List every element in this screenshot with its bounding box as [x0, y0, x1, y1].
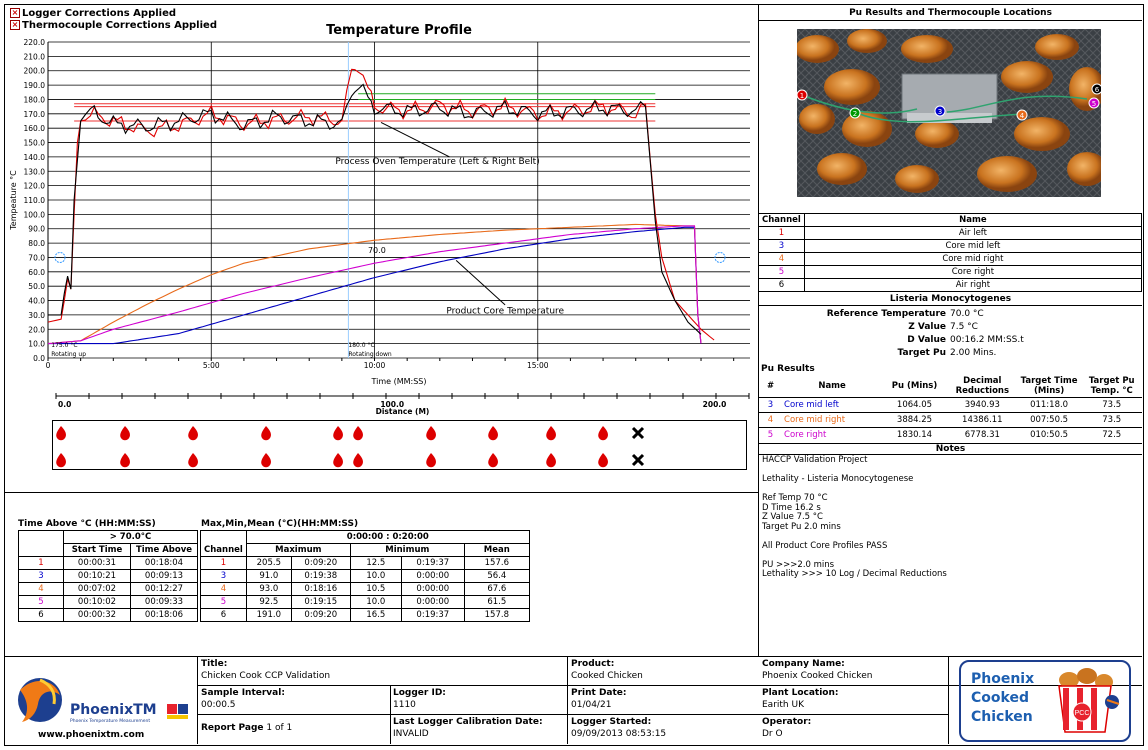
- divider: [758, 4, 759, 656]
- thermocouple-photo: [797, 29, 1101, 197]
- started-label: Logger Started:: [571, 717, 652, 727]
- start-time: 00:00:31: [64, 557, 131, 570]
- oven-annotation: Process Oven Temperature (Left & Right Belt): [335, 157, 540, 168]
- y-tick-label: 0.0: [33, 354, 45, 363]
- mmm-cell: 91.0: [246, 570, 291, 583]
- mmm-row: [201, 609, 530, 622]
- channel-number: 1: [201, 557, 247, 570]
- listeria-title: Listeria Monocytogenes: [889, 294, 1012, 304]
- listeria-row: [760, 322, 1140, 335]
- pu-title: Pu Results: [761, 364, 815, 374]
- y-tick-label: 190.0: [23, 81, 45, 91]
- rotate-down-value: 180.0 °C: [348, 342, 375, 350]
- distance-label: Distance (M): [375, 407, 430, 416]
- fan-icon: [633, 428, 643, 438]
- flame-icon: [488, 453, 498, 467]
- product-value: Cooked Chicken: [571, 671, 643, 681]
- interval-value: 00:00.5: [201, 700, 236, 710]
- pu-header: #: [758, 375, 783, 398]
- channel-row: [759, 279, 1142, 292]
- logo-line: Phoenix: [971, 671, 1035, 687]
- distance-axis: [4, 390, 758, 420]
- x-tick-label: 0: [45, 361, 51, 370]
- mmm-cell: 56.4: [464, 570, 529, 583]
- svg-text:4: 4: [1019, 112, 1025, 120]
- x-tick-label: 15:00: [526, 361, 549, 370]
- pcc-logo: [959, 660, 1131, 742]
- pu-cell: 3940.93: [948, 398, 1017, 413]
- pcc-badge: PCC: [1074, 710, 1090, 717]
- pu-cell: 007:50.5: [1017, 413, 1082, 428]
- channel-name: Core mid left: [804, 240, 1141, 253]
- rotate-up-label: Rotating up: [51, 350, 87, 358]
- pu-cell: 73.5: [1081, 398, 1142, 413]
- listeria-value: 00:16.2 MM:SS.t: [950, 335, 1024, 345]
- time-above: 00:12:27: [131, 583, 198, 596]
- channel-number: 5: [201, 596, 247, 609]
- y-tick-label: 170.0: [23, 109, 45, 119]
- flame-icon: [261, 453, 271, 467]
- distance-tick-label: 100.0: [380, 400, 405, 409]
- listeria-row: [760, 335, 1140, 348]
- time-above-table: [18, 530, 198, 622]
- plant-value: Earith UK: [762, 700, 804, 710]
- notes-title: Notes: [759, 443, 1142, 455]
- pu-cell: 1830.14: [881, 428, 948, 443]
- notes-body: [762, 456, 1138, 580]
- mmm-cell: 191.0: [246, 609, 291, 622]
- y-tick-label: 40.0: [28, 296, 45, 306]
- brand-subtitle: Phoenix Temperature Measurement: [70, 719, 151, 724]
- pu-cell: 6778.31: [948, 428, 1017, 443]
- mmm-cell: 12.5: [350, 557, 401, 570]
- time-above-row: [19, 557, 198, 570]
- mmm-cell: 61.5: [464, 596, 529, 609]
- pu-header: Decimal Reductions: [948, 375, 1017, 398]
- listeria-value: 7.5 °C: [950, 322, 978, 332]
- note-line: Ref Temp 70 °C: [762, 493, 828, 503]
- chart-title: Temperature Profile: [326, 23, 472, 38]
- company-label: Company Name:: [762, 659, 845, 669]
- flame-icon: [598, 453, 608, 467]
- channel-name: Air right: [804, 279, 1141, 292]
- listeria-key: Reference Temperature: [826, 309, 946, 319]
- interval-label: Sample Interval:: [201, 688, 285, 698]
- channel-number: 4: [201, 583, 247, 596]
- y-tick-label: 60.0: [28, 267, 45, 277]
- y-tick-label: 30.0: [28, 310, 45, 320]
- start-time: 00:07:02: [64, 583, 131, 596]
- mmm-header: Mean: [464, 544, 529, 557]
- range-header: 0:00:00 : 0:20:00: [246, 531, 529, 544]
- mmm-cell: 0:00:00: [401, 570, 464, 583]
- pu-cell: Core mid right: [783, 413, 881, 428]
- y-tick-label: 70.0: [28, 253, 45, 263]
- annotation-arrow: [456, 260, 505, 305]
- channel-number: 3: [759, 240, 805, 253]
- belt-strip: [52, 420, 747, 470]
- y-tick-label: 120.0: [23, 181, 45, 191]
- distance-tick-label: 0.0: [58, 400, 72, 409]
- chicken-bucket-icon: [1049, 666, 1125, 736]
- title-label: Title:: [201, 659, 228, 669]
- mmm-cell: 0:19:37: [401, 609, 464, 622]
- mmm-row: [201, 596, 530, 609]
- logo-square: [178, 704, 188, 714]
- flame-icon: [598, 426, 608, 440]
- channel-number: 3: [201, 570, 247, 583]
- pu-cell: 4: [758, 413, 783, 428]
- threshold-header: > 70.0°C: [64, 531, 198, 544]
- pu-row: [758, 413, 1142, 428]
- svg-text:2: 2: [852, 110, 858, 118]
- pu-cell: 010:50.5: [1017, 428, 1082, 443]
- channel-number: 1: [759, 227, 805, 240]
- pu-row: [758, 398, 1142, 413]
- note-line: HACCP Validation Project: [762, 455, 868, 465]
- y-tick-label: 10.0: [28, 339, 45, 349]
- flame-icon: [261, 426, 271, 440]
- listeria-params: [760, 309, 1140, 361]
- mmm-row: [201, 570, 530, 583]
- start-time: 00:10:21: [64, 570, 131, 583]
- brand-name: PhoenixTM: [70, 702, 157, 718]
- logger-corrections-flag: × Logger Corrections Applied: [11, 8, 177, 19]
- operator-label: Operator:: [762, 717, 812, 727]
- pu-header: Name: [783, 375, 881, 398]
- y-tick-label: 210.0: [23, 52, 45, 62]
- divider: [758, 305, 1142, 306]
- flame-icon: [120, 426, 130, 440]
- flame-icon: [546, 426, 556, 440]
- channel-row: [759, 266, 1142, 279]
- channel-name: Core mid right: [804, 253, 1141, 266]
- pu-cell: 72.5: [1081, 428, 1142, 443]
- mmm-cell: 0:19:15: [291, 596, 350, 609]
- mmm-header: Minimum: [350, 544, 464, 557]
- divider: [197, 656, 198, 744]
- time-above-row: [19, 570, 198, 583]
- listeria-value: 2.00 Mins.: [950, 348, 997, 358]
- flame-icon: [188, 453, 198, 467]
- logger-value: 1110: [393, 700, 416, 710]
- mmm-cell: 0:09:20: [291, 557, 350, 570]
- report-page: [201, 723, 292, 733]
- logo-line: Cooked: [971, 690, 1029, 706]
- flame-icon: [56, 426, 66, 440]
- flame-icon: [56, 453, 66, 467]
- started-value: 09/09/2013 08:53:15: [571, 729, 667, 739]
- flame-icon: [353, 453, 363, 467]
- core-annotation: Product Core Temperature: [446, 306, 565, 317]
- mmm-cell: 0:18:16: [291, 583, 350, 596]
- pcc-logo-text: [971, 670, 1034, 727]
- time-above-header: Start Time: [64, 544, 131, 557]
- rotate-up-value: 175.0 °C: [51, 342, 78, 350]
- flame-icon: [546, 453, 556, 467]
- x-tick-label: 10:00: [363, 361, 386, 370]
- listeria-key: D Value: [907, 335, 946, 345]
- channel-header: Channel: [759, 214, 805, 227]
- mmm-cell: 205.5: [246, 557, 291, 570]
- y-axis-label: Tempeature °C: [9, 170, 18, 230]
- listeria-row: [760, 348, 1140, 361]
- checkbox-icon: ×: [11, 20, 19, 29]
- channel-row: [759, 240, 1142, 253]
- note-line: PU >>>2.0 mins: [762, 559, 835, 570]
- mmm-cell: 10.5: [350, 583, 401, 596]
- y-tick-label: 100.0: [23, 210, 45, 220]
- y-tick-label: 220.0: [23, 38, 45, 47]
- y-tick-label: 80.0: [28, 239, 45, 249]
- mmm-cell: 16.5: [350, 609, 401, 622]
- pu-cell: 1064.05: [881, 398, 948, 413]
- mmm-cell: 0:19:38: [291, 570, 350, 583]
- plant-label: Plant Location:: [762, 688, 839, 698]
- pu-cell: Core right: [783, 428, 881, 443]
- channel-name: Core right: [804, 266, 1141, 279]
- time-above-row: [19, 583, 198, 596]
- divider: [567, 656, 568, 744]
- listeria-key: Target Pu: [897, 348, 946, 358]
- page-label: Report Page: [201, 723, 264, 733]
- pu-header-row: [758, 375, 1142, 398]
- mmm-header: Channel: [201, 544, 247, 557]
- divider: [197, 714, 761, 715]
- calibration-label: Last Logger Calibration Date:: [393, 717, 543, 727]
- channel-name: Air left: [804, 227, 1141, 240]
- mmm-cell: 93.0: [246, 583, 291, 596]
- channel-number: 4: [19, 583, 64, 596]
- channel-number: 5: [759, 266, 805, 279]
- y-tick-label: 200.0: [23, 66, 45, 76]
- name-header: Name: [804, 214, 1141, 227]
- note-line: Target Pu 2.0 mins: [762, 521, 841, 532]
- pu-cell: 73.5: [1081, 413, 1142, 428]
- logo-square: [167, 704, 177, 714]
- divider: [758, 20, 1142, 21]
- time-above: 00:18:04: [131, 557, 198, 570]
- start-time: 00:10:02: [64, 596, 131, 609]
- mmm-cell: 67.6: [464, 583, 529, 596]
- product-label: Product:: [571, 659, 615, 669]
- pu-cell: 5: [758, 428, 783, 443]
- flame-icon: [488, 426, 498, 440]
- pu-cell: 3884.25: [881, 413, 948, 428]
- channel-number: 4: [759, 253, 805, 266]
- divider: [4, 492, 758, 493]
- page-value: 1 of 1: [266, 723, 293, 733]
- channel-row: [759, 227, 1142, 240]
- listeria-value: 70.0 °C: [950, 309, 984, 319]
- y-tick-label: 180.0: [23, 95, 45, 105]
- logo-line: Chicken: [971, 709, 1033, 725]
- channel-row: [759, 253, 1142, 266]
- mmm-cell: 0:00:00: [401, 583, 464, 596]
- ref-temp-label: 70.0: [367, 246, 386, 256]
- mmm-cell: 0:19:37: [401, 557, 464, 570]
- phoenix-logo: [8, 664, 194, 742]
- mmm-cell: 10.0: [350, 596, 401, 609]
- channel-number: 3: [19, 570, 64, 583]
- flame-icon: [426, 453, 436, 467]
- title-value: Chicken Cook CCP Validation: [201, 671, 331, 681]
- photo-title: Pu Results and Thermocouple Locations: [849, 8, 1052, 18]
- y-tick-label: 150.0: [23, 138, 45, 148]
- y-tick-label: 130.0: [23, 167, 45, 177]
- divider: [758, 714, 948, 715]
- y-tick-label: 140.0: [23, 152, 45, 162]
- flame-icon: [188, 426, 198, 440]
- y-tick-label: 160.0: [23, 124, 45, 134]
- time-above-title: Time Above °C (HH:MM:SS): [18, 519, 156, 529]
- mmm-cell: 0:00:00: [401, 596, 464, 609]
- note-line: Lethality >>> 10 Log / Decimal Reductions: [762, 569, 947, 579]
- time-above-row: [19, 596, 198, 609]
- time-above-row: [19, 609, 198, 622]
- x-tick-label: 5:00: [202, 361, 220, 370]
- print-value: 01/04/21: [571, 700, 612, 710]
- chicken-photo-illustration: [797, 29, 1101, 197]
- operator-value: Dr O: [762, 729, 783, 739]
- mmm-cell: 157.8: [464, 609, 529, 622]
- channel-number: 1: [19, 557, 64, 570]
- logger-label: Logger ID:: [393, 688, 446, 698]
- pu-header: Pu (Mins): [881, 375, 948, 398]
- time-above-header: Time Above: [131, 544, 198, 557]
- fan-icon: [633, 455, 643, 465]
- mmm-row: [201, 557, 530, 570]
- x-axis-label: Time (MM:SS): [371, 377, 427, 386]
- burner-icons: [53, 421, 746, 469]
- note-line: D Time 16.2 s: [762, 502, 821, 513]
- mmm-cell: 92.5: [246, 596, 291, 609]
- flame-icon: [426, 426, 436, 440]
- logo-square: [167, 715, 188, 719]
- channel-number: 6: [759, 279, 805, 292]
- pu-cell: 011:18.0: [1017, 398, 1082, 413]
- channel-table: [758, 213, 1142, 292]
- checkbox-icon: ×: [11, 8, 19, 17]
- mmm-cell: 0:09:20: [291, 609, 350, 622]
- divider: [4, 656, 1142, 657]
- listeria-key: Z Value: [908, 322, 946, 332]
- mmm-cell: 10.0: [350, 570, 401, 583]
- flame-icon: [333, 426, 343, 440]
- divider: [948, 656, 949, 744]
- flame-icon: [120, 453, 130, 467]
- pu-results-table: [758, 375, 1142, 442]
- pu-cell: Core mid left: [783, 398, 881, 413]
- note-line: Z Value 7.5 °C: [762, 512, 823, 522]
- rotate-down-label: Rotating down: [348, 350, 392, 358]
- svg-text:5: 5: [1091, 100, 1097, 108]
- svg-text:6: 6: [1094, 86, 1100, 94]
- channel-number: 6: [201, 609, 247, 622]
- pu-cell: 14386.11: [948, 413, 1017, 428]
- svg-text:1: 1: [799, 92, 805, 100]
- pu-header: Target Pu Temp. °C: [1081, 375, 1142, 398]
- print-label: Print Date:: [571, 688, 627, 698]
- start-time: 00:00:32: [64, 609, 131, 622]
- time-above: 00:09:33: [131, 596, 198, 609]
- company-value: Phoenix Cooked Chicken: [762, 671, 873, 681]
- channel-number: 6: [19, 609, 64, 622]
- distance-tick-label: 200.0: [702, 400, 727, 409]
- y-tick-label: 110.0: [23, 196, 45, 205]
- temperature-profile-chart: [4, 20, 758, 400]
- pu-header: Target Time (Mins): [1017, 375, 1082, 398]
- annotation-arrow: [381, 122, 450, 156]
- pu-row: [758, 428, 1142, 443]
- time-above: 00:18:06: [131, 609, 198, 622]
- time-above: 00:09:13: [131, 570, 198, 583]
- channel-number: 5: [19, 596, 64, 609]
- website-link[interactable]: www.phoenixtm.com: [38, 730, 145, 740]
- calibration-value: INVALID: [393, 729, 429, 739]
- tc-corrections-flag: × Thermocouple Corrections Applied: [11, 20, 217, 31]
- listeria-row: [760, 309, 1140, 322]
- note-line: All Product Core Profiles PASS: [762, 540, 888, 551]
- y-tick-label: 50.0: [28, 282, 45, 292]
- mmm-cell: 157.6: [464, 557, 529, 570]
- mmm-row: [201, 583, 530, 596]
- y-tick-label: 90.0: [28, 224, 45, 234]
- pu-cell: 3: [758, 398, 783, 413]
- y-tick-label: 20.0: [28, 325, 45, 335]
- mmm-header: Maximum: [246, 544, 350, 557]
- flame-icon: [353, 426, 363, 440]
- max-min-mean-table: [200, 530, 530, 622]
- note-line: Lethality - Listeria Monocytogenese: [762, 474, 914, 484]
- mmm-title: Max,Min,Mean (°C)(HH:MM:SS): [201, 519, 359, 529]
- svg-text:3: 3: [937, 108, 943, 116]
- flame-icon: [333, 453, 343, 467]
- phoenix-bird-icon: [10, 670, 70, 730]
